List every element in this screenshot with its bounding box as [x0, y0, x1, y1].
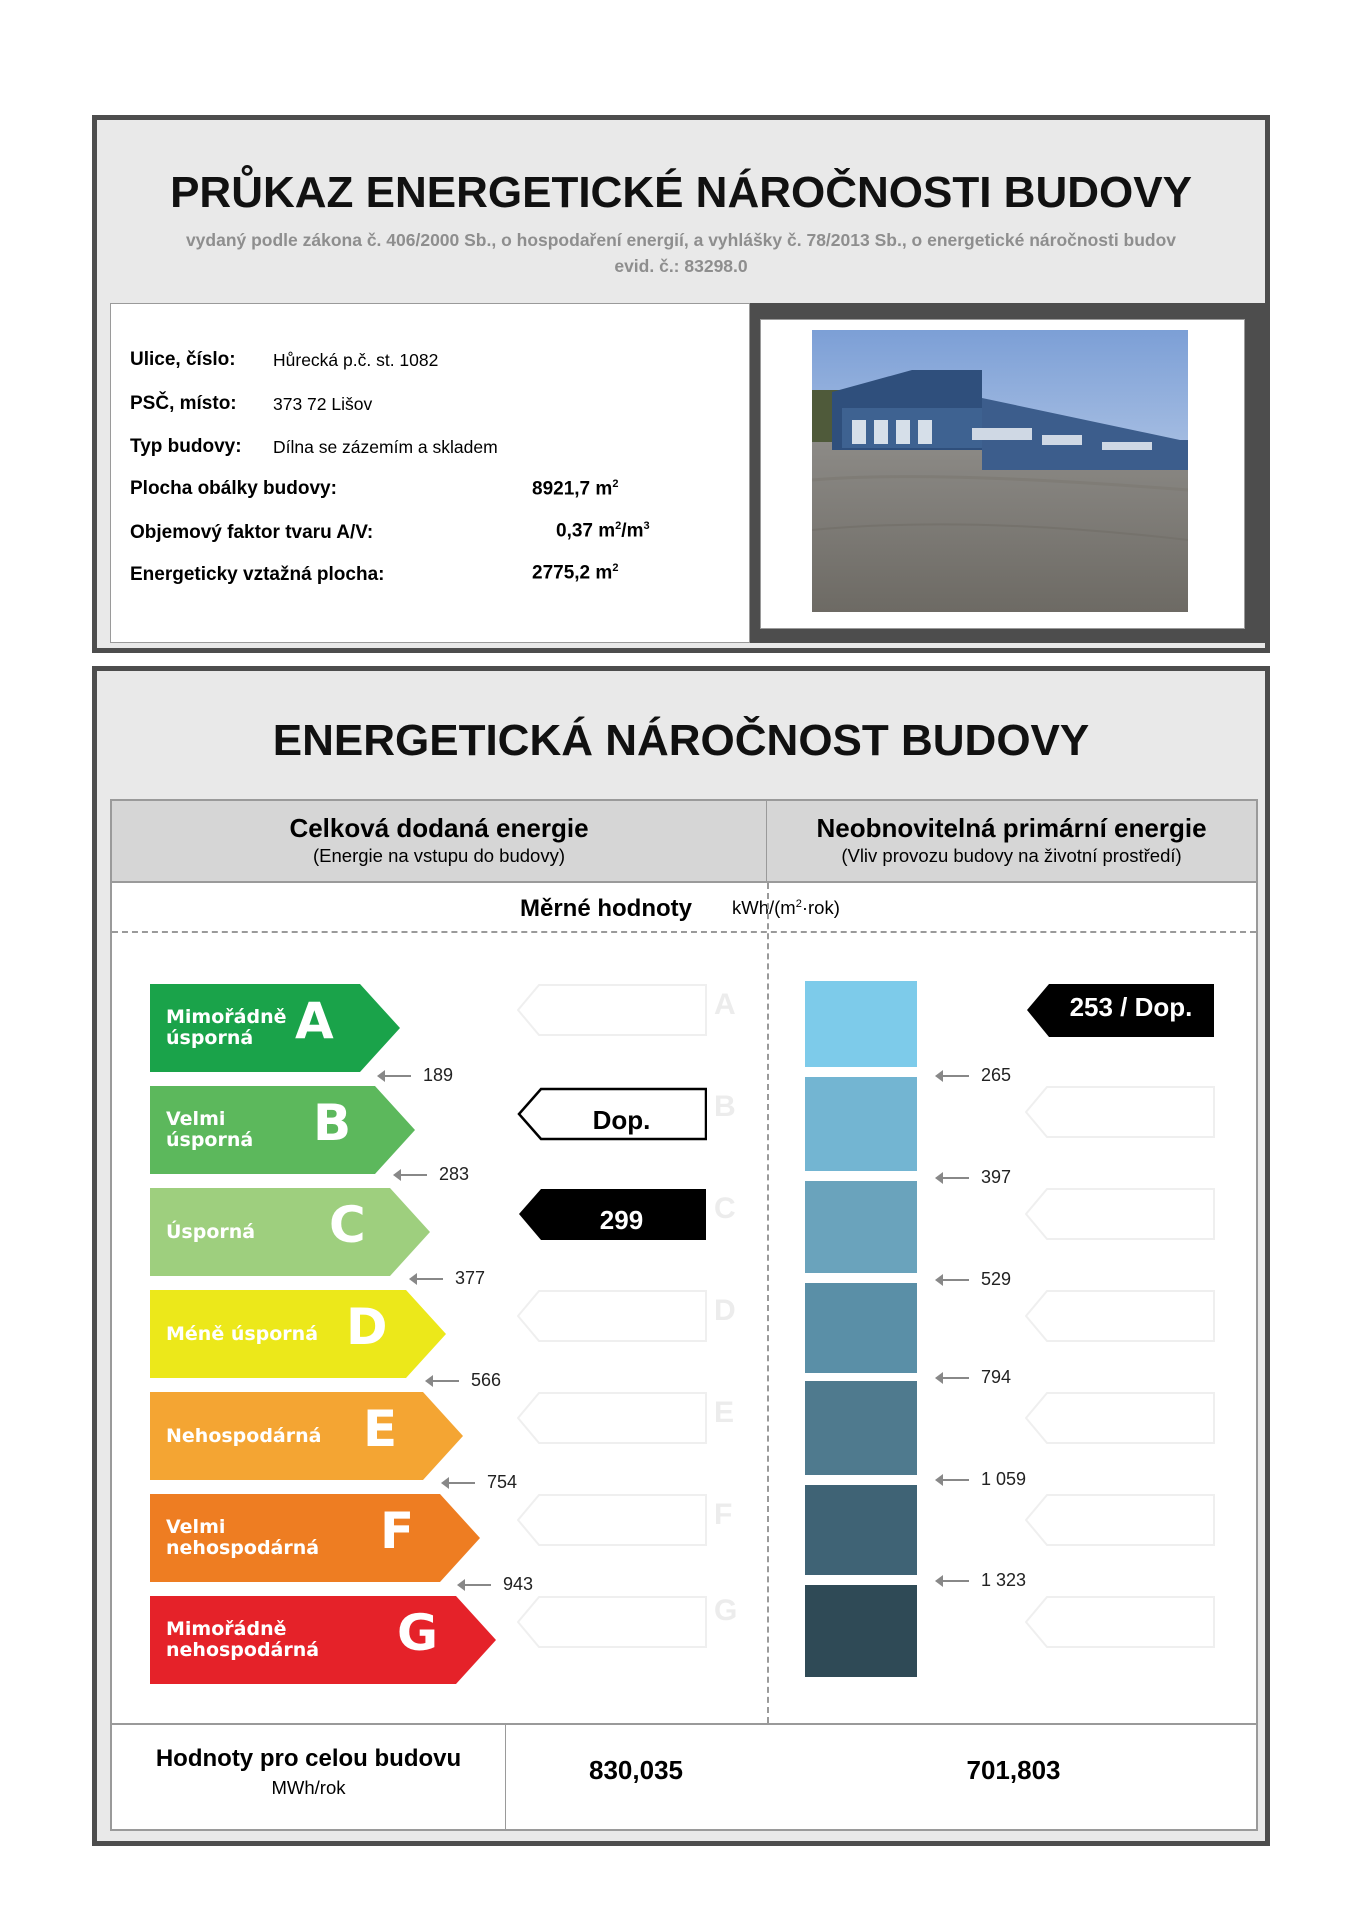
delivered-energy-subtitle: (Energie na vstupu do budovy)	[313, 845, 565, 866]
left-threshold-a-b: 189	[379, 1065, 453, 1086]
threshold-arrow-icon	[427, 1380, 459, 1382]
scale-block-c	[805, 1181, 917, 1273]
left-threshold-f-g: 943	[459, 1574, 533, 1595]
specific-values-label: Měrné hodnoty	[520, 895, 692, 922]
right-value-marker-label: 253 / Dop.	[1069, 992, 1193, 1022]
class-c-name: Úsporná	[166, 1221, 256, 1243]
class-e-bar	[150, 1392, 463, 1480]
class-c-bar	[150, 1188, 430, 1276]
totals-label-cell	[112, 1725, 506, 1831]
threshold-arrow-icon	[937, 1279, 969, 1281]
left-value-marker-label: 299	[599, 1205, 644, 1235]
class-b-letter: B	[313, 1094, 352, 1152]
scale-block-f	[805, 1485, 917, 1575]
slot-outline-b	[1026, 1087, 1214, 1137]
building-info-box	[110, 303, 750, 643]
total-primary-energy: 701,803	[966, 1755, 1061, 1785]
slot-outline-c	[1026, 1189, 1214, 1239]
threshold-arrow-icon	[443, 1482, 475, 1484]
slot-outline-g	[1026, 1597, 1214, 1647]
class-a-name: Mimořádně úsporná	[166, 1006, 287, 1049]
left-required-marker-label: Dop.	[592, 1105, 651, 1135]
left-threshold-e-f: 754	[443, 1472, 517, 1493]
class-f-bar	[150, 1494, 480, 1582]
street-label: Ulice, číslo:	[130, 349, 236, 370]
threshold-arrow-icon	[937, 1580, 969, 1582]
building-type-label: Typ budovy:	[130, 436, 242, 457]
street-value: Hůrecká p.č. st. 1082	[273, 350, 439, 370]
left-marker-slots	[517, 984, 707, 1704]
class-g-name: Mimořádně nehospodárná	[166, 1618, 320, 1661]
city-label: PSČ, místo:	[130, 393, 237, 414]
evidence-number: evid. č.: 83298.0	[614, 256, 748, 276]
energy-table	[110, 799, 1258, 1831]
slot-outline-e	[1026, 1393, 1214, 1443]
class-a-letter: A	[295, 992, 334, 1050]
building-photo	[812, 330, 1188, 612]
shape-factor-label: Objemový faktor tvaru A/V:	[130, 522, 374, 543]
ghost-letter-d: D	[714, 1294, 736, 1327]
reference-area-value: 2775,2 $m^2$	[532, 562, 619, 584]
primary-energy-header	[767, 801, 1256, 883]
threshold-arrow-icon	[459, 1584, 491, 1586]
right-threshold-c-d: 529	[937, 1269, 1011, 1290]
class-d-letter: D	[346, 1298, 388, 1356]
threshold-arrow-icon	[937, 1177, 969, 1179]
building-photo-frame	[750, 303, 1265, 643]
right-marker-slots	[1025, 984, 1215, 1704]
performance-title: ENERGETICKÁ NÁROČNOST BUDOVY	[272, 716, 1090, 765]
slot-outline-a	[518, 985, 706, 1035]
primary-energy-title: Neobnovitelná primární energie	[816, 813, 1207, 843]
ghost-letter-b: B	[714, 1090, 736, 1123]
right-threshold-d-e: 794	[937, 1367, 1011, 1388]
specific-values-row	[112, 883, 1256, 933]
class-d-bar	[150, 1290, 446, 1378]
shape-factor-value: 0,37 $m^2/m^3$	[556, 520, 650, 542]
class-d-name: Méně úsporná	[166, 1323, 319, 1345]
certificate-subtitle: vydaný podle zákona č. 406/2000 Sb., o hospodaření energií, a vyhlášky č. 78/2013 Sb., o energetické náročnosti budov	[185, 230, 1177, 250]
threshold-arrow-icon	[937, 1479, 969, 1481]
city-value: 373 72 Lišov	[273, 394, 373, 414]
envelope-area-value: 8921,7 $m^2$	[532, 478, 619, 500]
slot-outline-g	[518, 1597, 706, 1647]
threshold-arrow-icon	[937, 1377, 969, 1379]
primary-energy-subtitle: (Vliv provozu budovy na životní prostředí)	[841, 845, 1182, 866]
envelope-area-label: Plocha obálky budovy:	[130, 478, 337, 499]
scale-block-d	[805, 1283, 917, 1373]
specific-values-unit: kWh/$(m^2\cdot rok)$	[732, 897, 840, 918]
totals-row	[112, 1723, 1256, 1831]
scale-block-b	[805, 1077, 917, 1171]
building-type-value: Dílna se zázemím a skladem	[273, 437, 498, 457]
scale-block-g	[805, 1585, 917, 1677]
ghost-letter-c: C	[714, 1192, 736, 1225]
slot-outline-f	[1026, 1495, 1214, 1545]
right-threshold-a-b: 265	[937, 1065, 1011, 1086]
reference-area-label: Energeticky vztažná plocha:	[130, 564, 385, 585]
energy-performance-panel	[92, 666, 1270, 1846]
class-g-letter: G	[397, 1604, 439, 1662]
delivered-energy-title: Celková dodaná energie	[289, 813, 589, 843]
class-g-bar	[150, 1596, 496, 1684]
class-e-name: Nehospodárná	[166, 1425, 322, 1447]
threshold-arrow-icon	[379, 1075, 411, 1077]
right-threshold-b-c: 397	[937, 1167, 1011, 1188]
slot-outline-f	[518, 1495, 706, 1545]
scale-block-e	[805, 1381, 917, 1475]
left-threshold-b-c: 283	[395, 1164, 469, 1185]
right-threshold-f-g: 1 323	[937, 1570, 1026, 1591]
class-f-letter: F	[380, 1502, 415, 1560]
slot-outline-e	[518, 1393, 706, 1443]
building-photo-border	[760, 319, 1245, 629]
ghost-letter-a: A	[714, 988, 736, 1021]
class-b-name: Velmi úsporná	[166, 1108, 254, 1151]
class-a-bar	[150, 984, 400, 1072]
total-delivered-energy: 830,035	[589, 1755, 683, 1785]
class-f-name: Velmi nehospodárná	[166, 1516, 320, 1559]
primary-energy-scale	[767, 931, 1256, 1721]
class-b-bar	[150, 1086, 415, 1174]
threshold-arrow-icon	[395, 1174, 427, 1176]
threshold-arrow-icon	[937, 1075, 969, 1077]
threshold-arrow-icon	[411, 1278, 443, 1280]
delivered-energy-header	[112, 801, 767, 883]
slot-outline-d	[518, 1291, 706, 1341]
right-threshold-e-f: 1 059	[937, 1469, 1026, 1490]
ghost-letter-g: G	[714, 1594, 738, 1627]
class-c-letter: C	[329, 1196, 366, 1254]
ghost-letter-f: F	[714, 1498, 733, 1531]
certificate-title: PRŮKAZ ENERGETICKÉ NÁROČNOSTI BUDOVY	[170, 168, 1192, 217]
totals-label: Hodnoty pro celou budovu	[155, 1745, 462, 1772]
totals-unit: MWh/rok	[271, 1777, 346, 1798]
left-threshold-c-d: 377	[411, 1268, 485, 1289]
ghost-letter-e: E	[714, 1396, 735, 1429]
scale-block-a	[805, 981, 917, 1067]
slot-outline-d	[1026, 1291, 1214, 1341]
class-e-letter: E	[363, 1400, 398, 1458]
left-threshold-d-e: 566	[427, 1370, 501, 1391]
certificate-header-panel	[92, 115, 1270, 653]
